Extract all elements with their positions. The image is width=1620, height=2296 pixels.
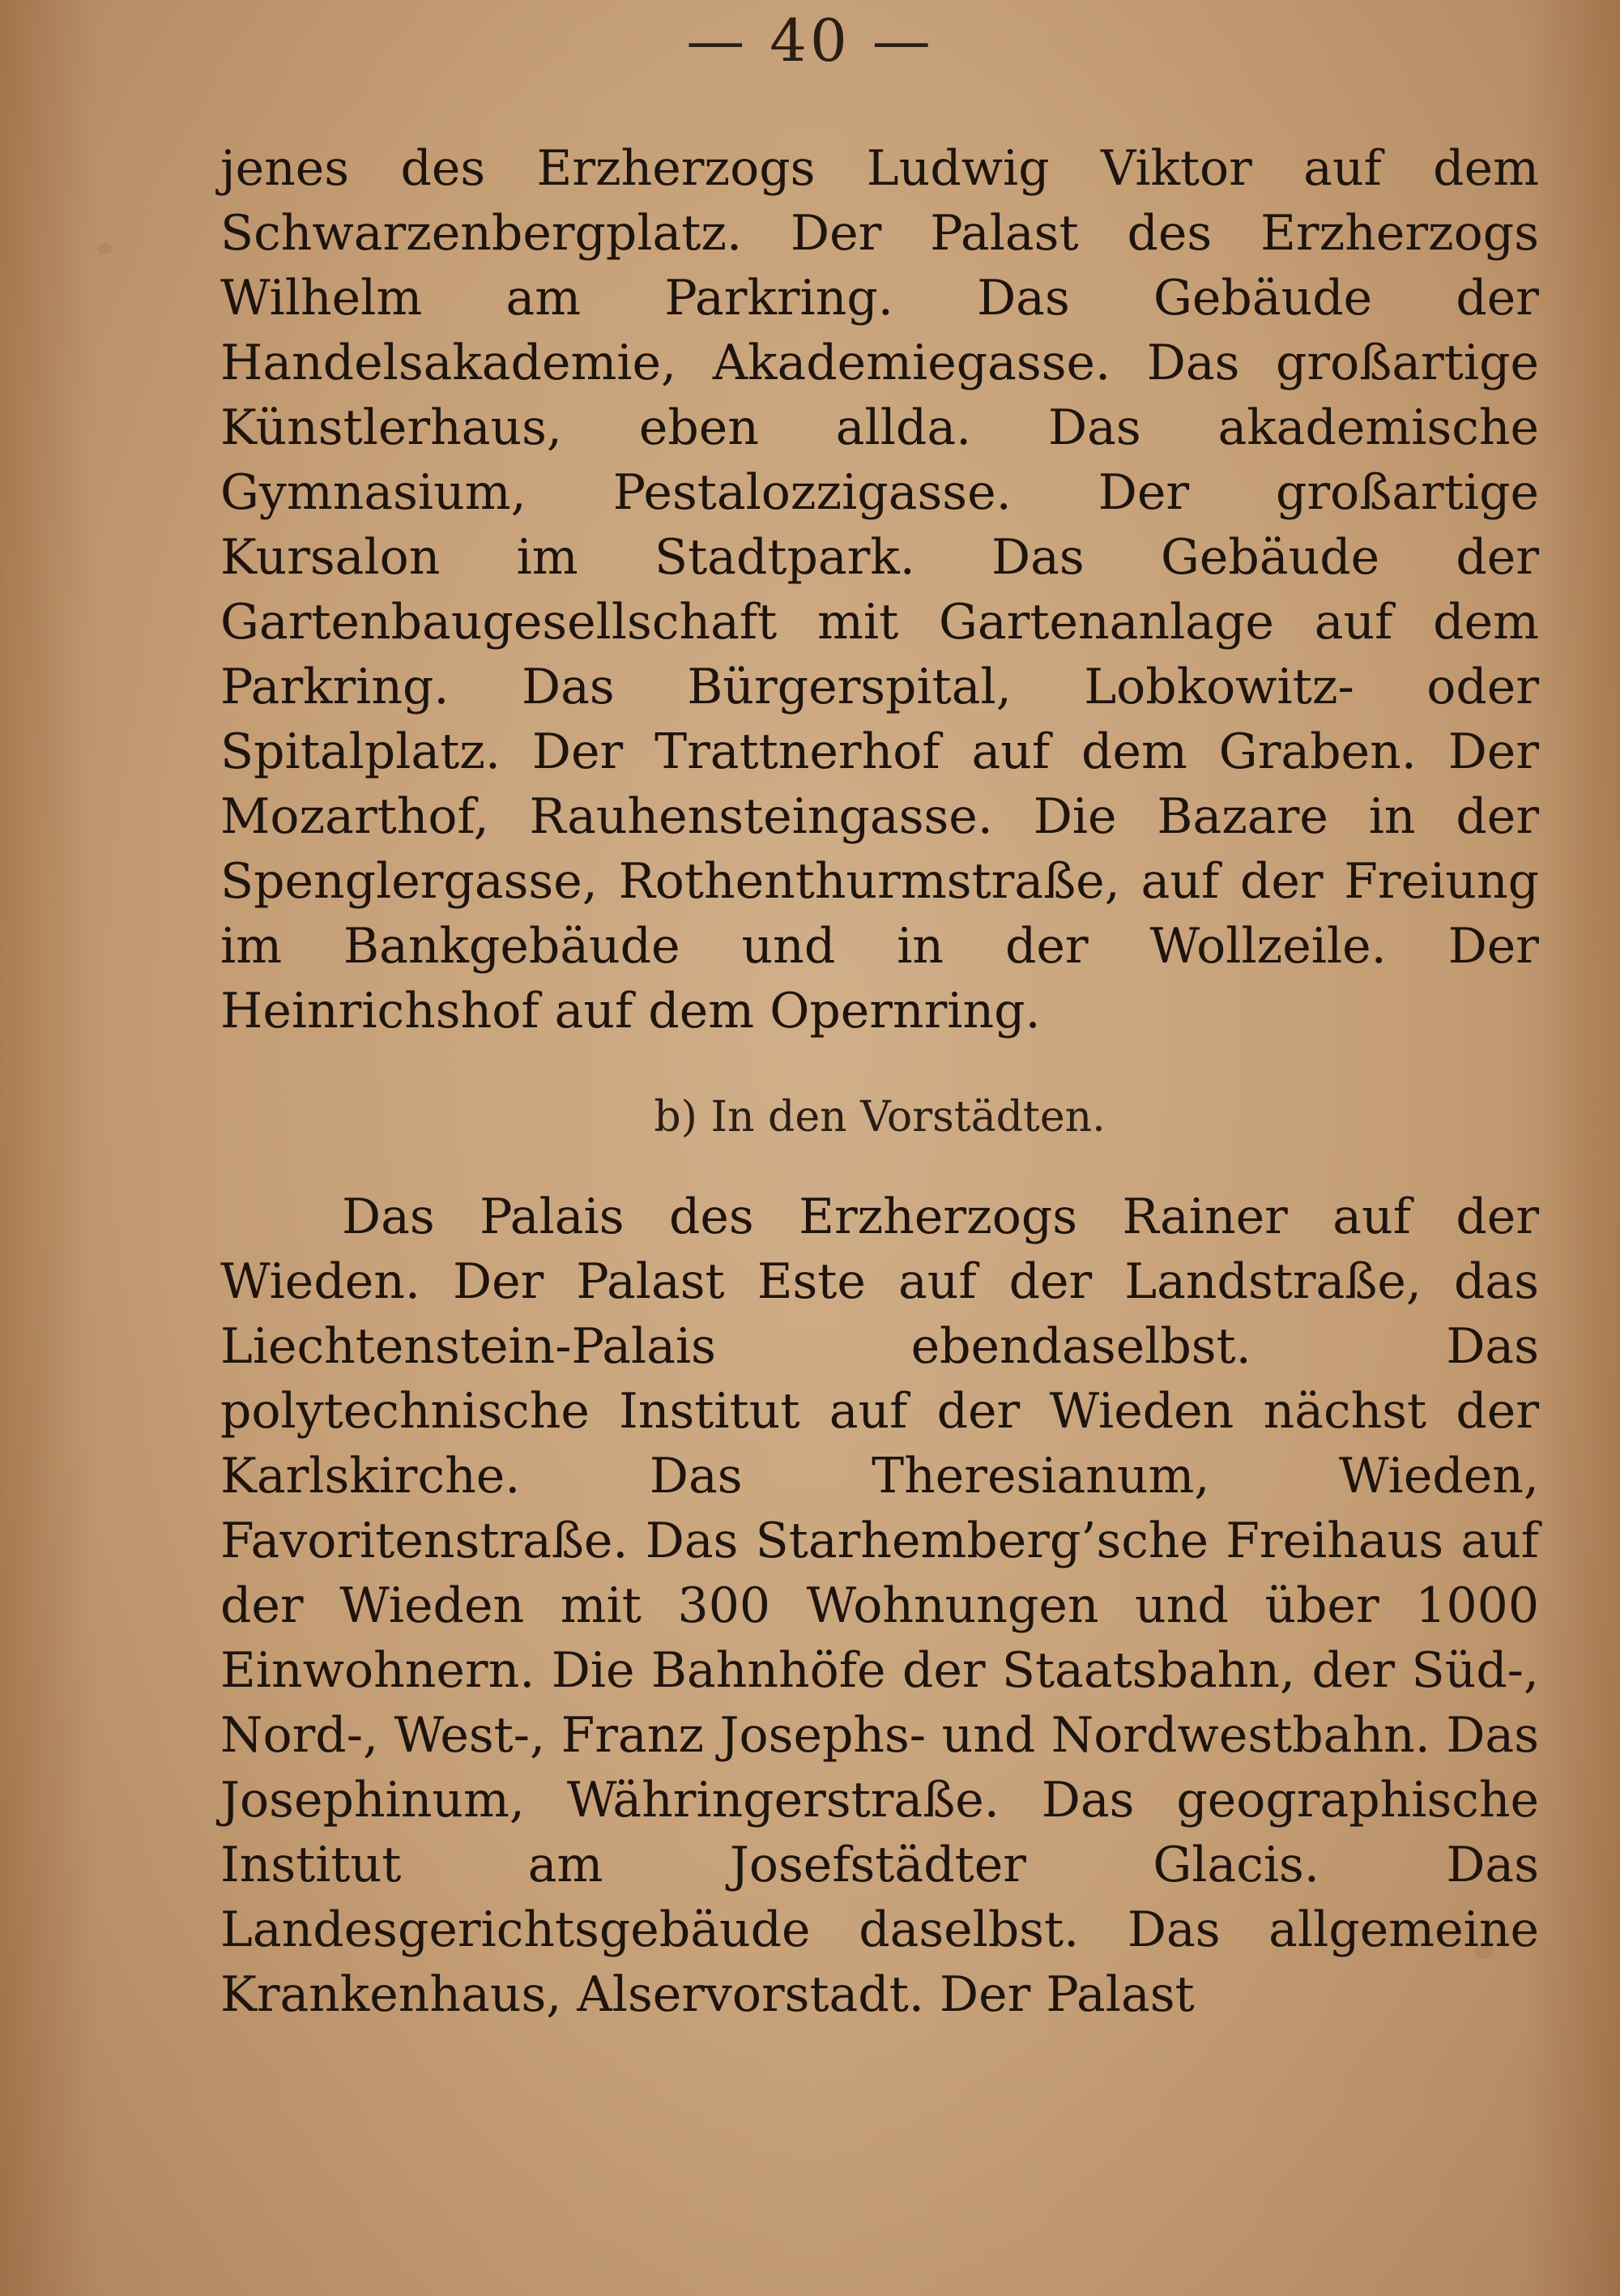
paragraph-continued: jenes des Erzherzogs Ludwig Viktor auf dem Schwarzenbergplatz. Der Palast des Erzherzogs Wilhelm am Parkring. Das Gebäude der Handelsakademie, Akademiegasse. Das großartige Künstlerhaus, eben allda. Das akademische Gymnasium, Pestalozzigasse. Der großartige Kursalon im Stadtpark. Das Gebäude der Gartenbaugesellschaft mit Gartenanlage auf dem Parkring. Das Bürgerspital, Lobkowitz- oder Spitalplatz. Der Trattnerhof auf dem Graben. Der Mozarthof, Rauhensteingasse. Die Bazare in der Spenglergasse, Rothenthurmstraße, auf der Freiung im Bankgebäude und in der Wollzeile. Der Heinrichshof auf dem Opernring. [220,140,1539,1039]
body-text [220,136,1539,2027]
section-heading: b) In den Vorstädten. [654,1093,1106,1142]
paragraph-vorstaedte: Das Palais des Erzherzogs Rainer auf der Wieden. Der Palast Este auf der Landstraße, das Liechtenstein-Palais ebendaselbst. Das polytechnische Institut auf der Wieden nächst der Karlskirche. Das Theresianum, Wieden, Favoritenstraße. Das Starhemberg’sche Freihaus auf der Wieden mit 300 Wohnungen und über 1000 Einwohnern. Die Bahnhöfe der Staatsbahn, der Süd-, Nord-, West-, Franz Josephs- und Nordwestbahn. Das Josephinum, Währingerstraße. Das geographische Institut am Josefstädter Glacis. Das Landesgerichtsgebäude daselbst. Das allgemeine Krankenhaus, Alservorstadt. Der Palast [220,1189,1539,2023]
page-number: — 40 — [686,6,934,75]
paper-spot [97,243,112,254]
